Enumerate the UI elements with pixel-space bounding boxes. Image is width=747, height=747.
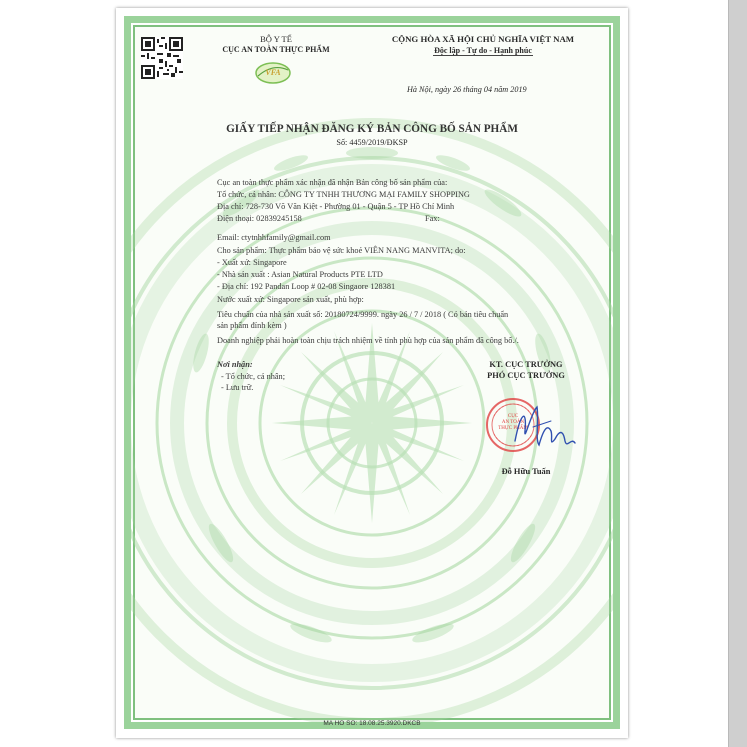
stamp-text-1: CỤC <box>507 414 519 419</box>
recipient-item: - Lưu trữ. <box>221 383 254 392</box>
document-title: GIẤY TIẾP NHẬN ĐĂNG KÝ BẢN CÔNG BỐ SẢN PHẨM <box>226 123 518 135</box>
vfa-logo <box>254 61 292 85</box>
document-number: Số: 4459/2019/ĐKSP <box>336 138 408 147</box>
body-line-4: Điện thoại: 02839245158 <box>217 214 302 223</box>
body-line-3: Địa chỉ: 728-730 Võ Văn Kiệt - Phường 01 - Quận 5 - TP Hồ Chí Minh <box>217 202 455 211</box>
logo-text: VFA <box>265 68 281 77</box>
recipient-item: - Tổ chức, cá nhân; <box>221 372 286 381</box>
ministry-name: BỘ Y TẾ <box>260 34 292 44</box>
body-line-11: Tiêu chuẩn của nhà sản xuất số: 20180724/9999. ngày 26 / 7 / 2018 ( Có bản tiêu chuẩn <box>217 310 509 319</box>
certificate-border <box>124 16 620 729</box>
motto: Độc lập - Tự do - Hạnh phúc <box>434 46 532 55</box>
country-name: CỘNG HÒA XÃ HỘI CHỦ NGHĨA VIỆT NAM <box>391 34 575 44</box>
body-line-8: - Nhà sản xuất : Asian Natural Products PTE LTD <box>217 270 383 279</box>
stamp-text-2: AN TOÀN <box>501 420 525 425</box>
body-line-5: Email: ctytnhhfamily@gmail.com <box>217 233 331 242</box>
body-line-10: Nước xuất xứ: Singapore sản xuất, phù hợp: <box>217 295 364 304</box>
recipients-heading: Nơi nhận: <box>217 360 253 369</box>
signer-title-1: KT. CỤC TRƯỞNG <box>489 360 563 369</box>
signer-title-2: PHÓ CỤC TRƯỞNG <box>487 371 565 380</box>
document-page <box>116 8 628 738</box>
body-line-2: Tổ chức, cá nhân: CÔNG TY TNHH THƯƠNG MẠI FAMILY SHOPPING <box>217 190 470 199</box>
fax-label: Fax: <box>425 214 440 223</box>
signer-name: Đỗ Hữu Tuấn <box>501 467 551 476</box>
stamp-text-3: THỰC PHẨM <box>498 426 528 431</box>
drum-star-icon <box>272 323 472 523</box>
department-name: CỤC AN TOÀN THỰC PHẨM <box>222 45 330 54</box>
viewer-scrollbar[interactable] <box>728 0 747 747</box>
body-line-9: - Địa chỉ: 192 Pandan Loop # 02-08 Singaore 128381 <box>217 282 396 291</box>
handwritten-signature-icon <box>509 401 589 457</box>
body-line-13: Doanh nghiệp phải hoàn toàn chịu trách nhiệm về tính phù hợp của sản phẩm đã công bố./. <box>217 336 519 345</box>
place-date: Hà Nội, ngày 26 tháng 04 năm 2019 <box>407 85 527 94</box>
body-line-7: - Xuất xứ: Singapore <box>217 258 287 267</box>
body-line-1: Cục an toàn thực phẩm xác nhận đã nhận Bản công bố sản phẩm của: <box>217 178 448 187</box>
qr-code-icon <box>141 37 183 79</box>
body-line-12: sản phẩm đính kèm ) <box>217 321 287 330</box>
body-line-6: Cho sản phẩm: Thực phẩm bảo vệ sức khoẻ VIÊN NANG MANVITA; do: <box>217 246 466 255</box>
record-code: MA HO SO: 18.08.25.3920.DKCB <box>323 720 421 727</box>
motto-underline <box>433 55 533 57</box>
